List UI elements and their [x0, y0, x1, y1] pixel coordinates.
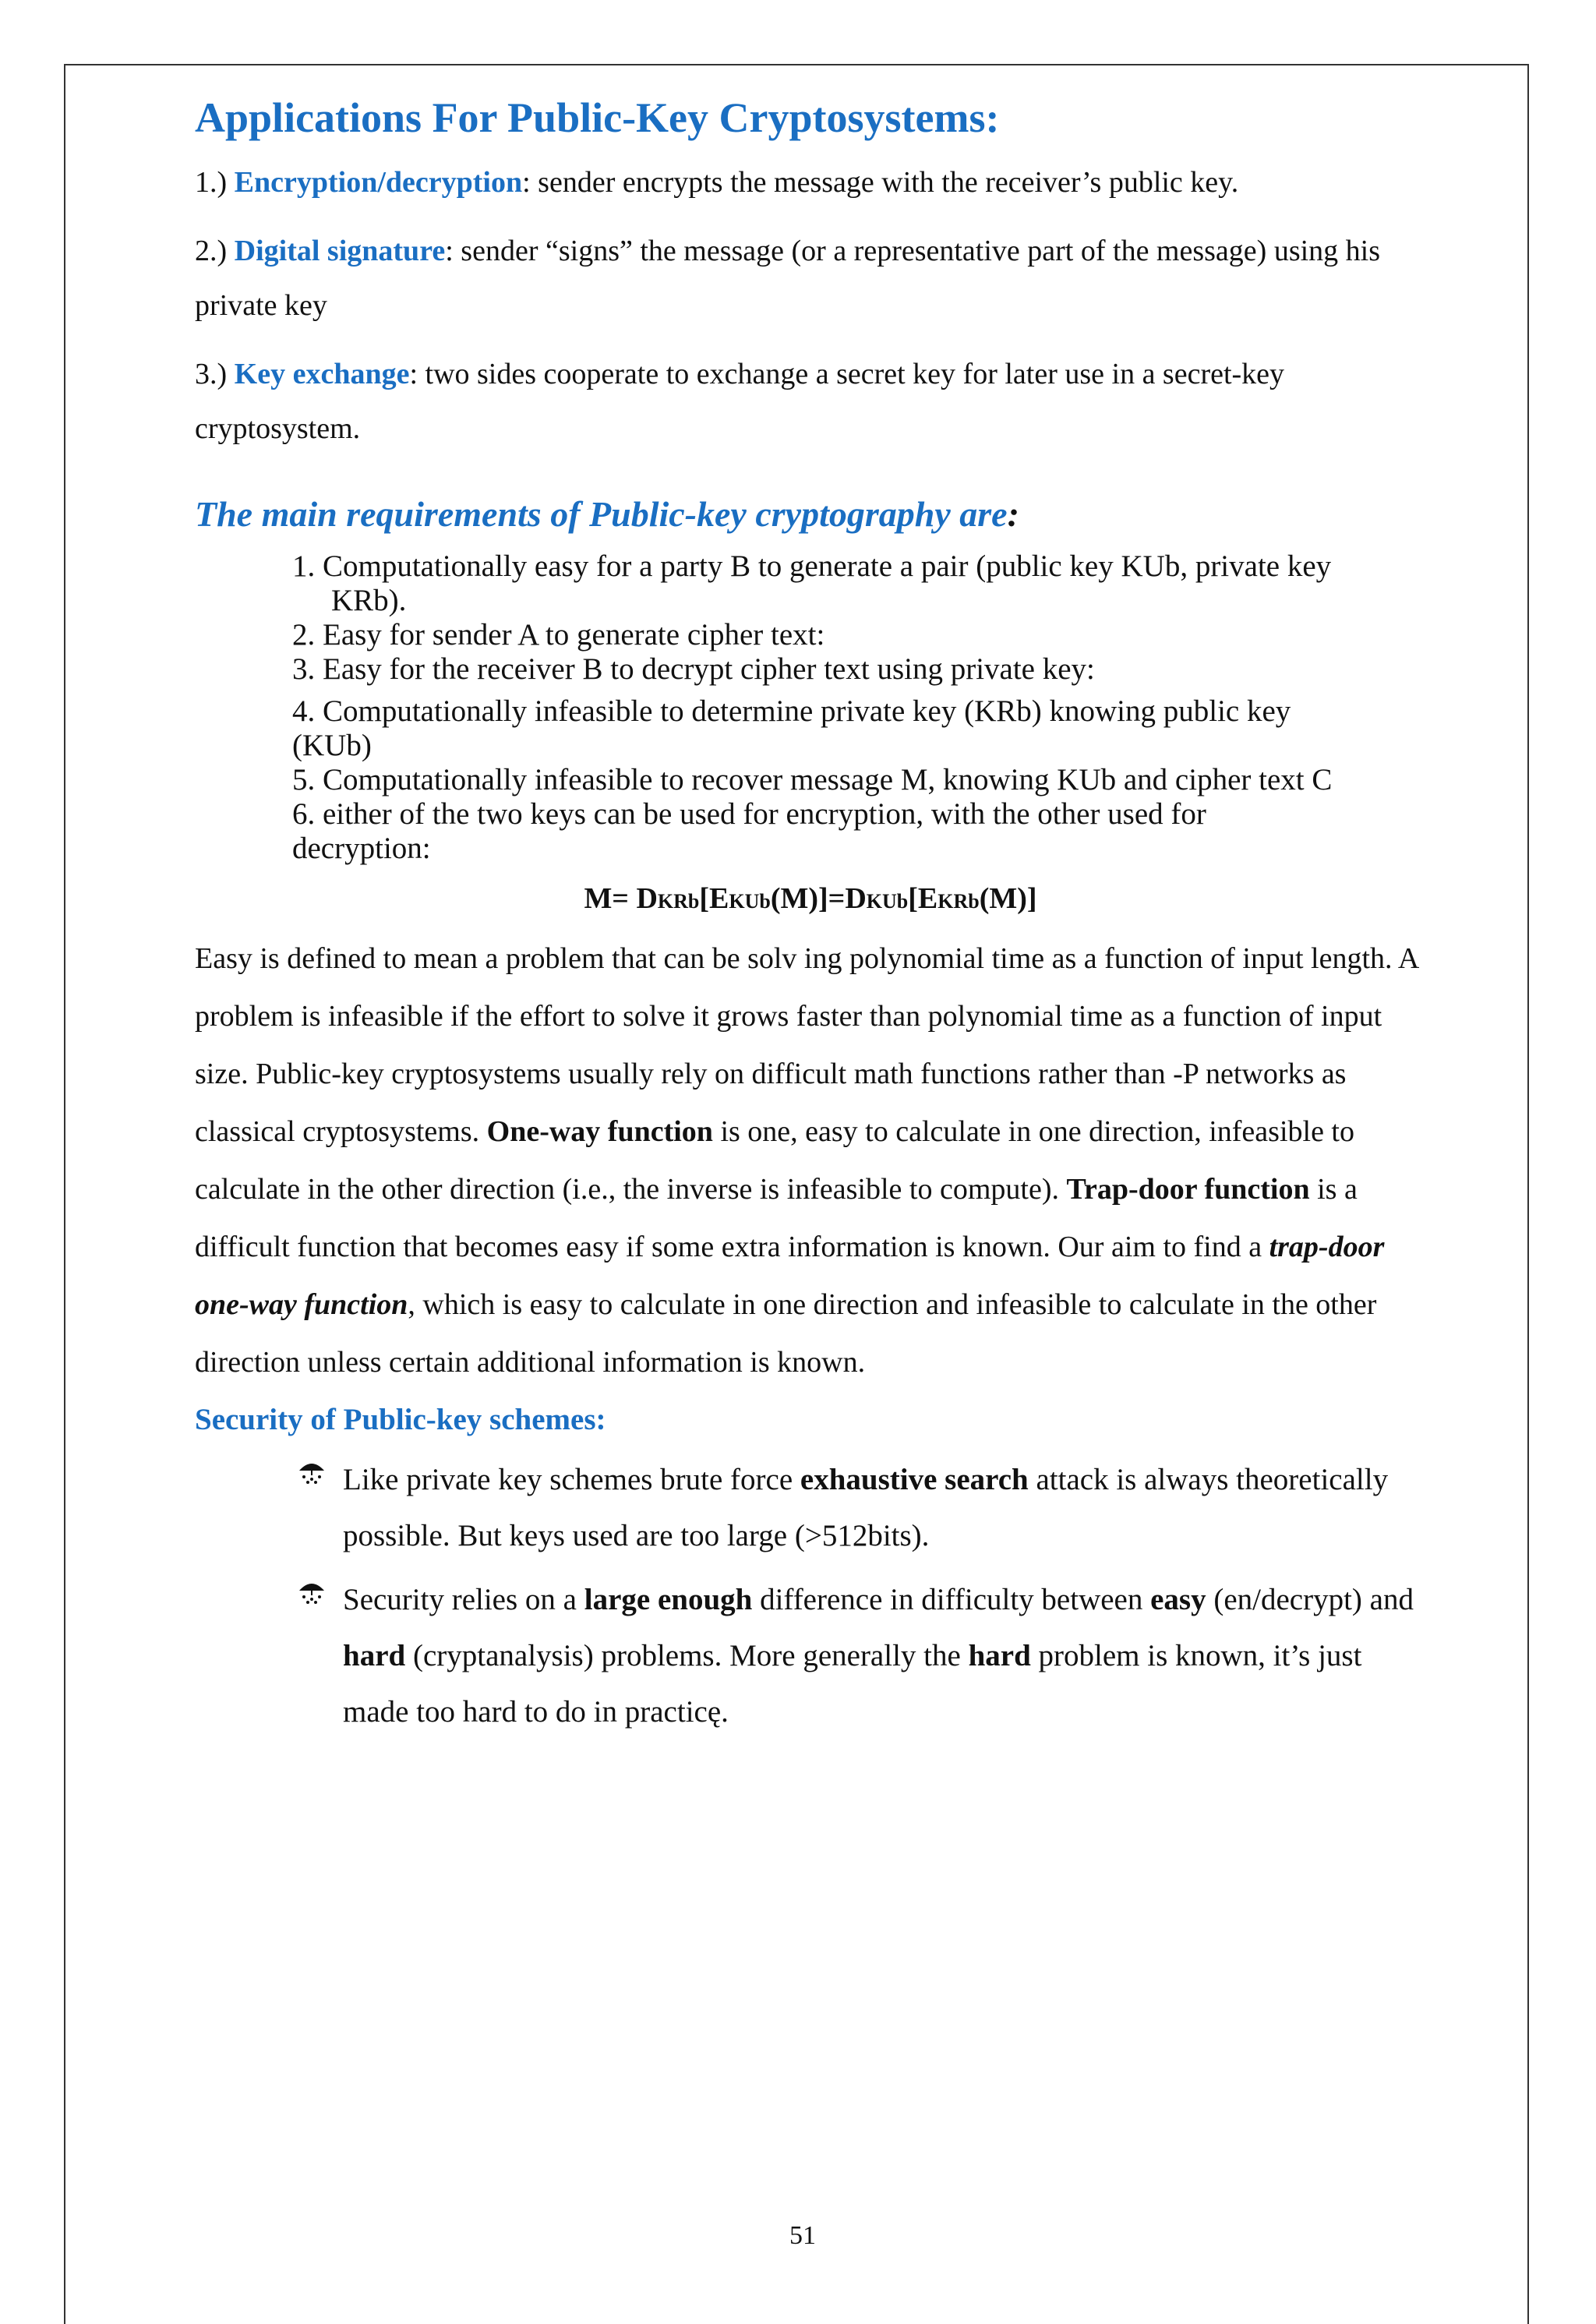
- term-trap-door-function: Trap-door function: [1066, 1173, 1310, 1206]
- security-list: [296, 1452, 1426, 1740]
- application-item-2: 2.) Digital signature: sender “signs” the message (or a representative part of the message) using his private key: [195, 235, 1381, 322]
- term-encryption: Encryption/decryption: [234, 166, 523, 199]
- requirements-heading: The main requirements of Public-key cryptography are:: [195, 494, 1019, 534]
- term-key-exchange: Key exchange: [234, 358, 410, 390]
- page-number: 51: [789, 2221, 816, 2250]
- umbrella-rain-icon: [296, 1577, 327, 1608]
- requirement-1: 1. Computationally easy for a party B to generate a pair (public key KUb, private key: [292, 549, 1332, 583]
- term-exhaustive-search: exhaustive search: [800, 1463, 1029, 1496]
- requirement-5: 5. Computationally infeasible to recover message M, knowing KUb and cipher text C: [292, 763, 1333, 796]
- term-trap-door-one-way: trap-door one-way function: [195, 1231, 1385, 1321]
- requirement-4-cont: (KUb): [292, 729, 372, 762]
- page-title: Applications For Public-Key Cryptosystems:: [195, 94, 1000, 141]
- term-one-way-function: One-way function: [486, 1115, 713, 1148]
- requirement-1-cont: KRb).: [331, 584, 407, 617]
- requirement-3: 3. Easy for the receiver B to decrypt cipher text using private key:: [292, 652, 1095, 686]
- application-item-3: 3.) Key exchange: two sides cooperate to exchange a secret key for later use in a secret-key cryptosystem.: [195, 358, 1285, 445]
- definition-paragraph: Easy is defined to mean a problem that can be solv ing polynomial time as a function of input length. A problem is infeasible if the effort to solve it grows faster than polynomial time as a function of input size. Public-key cryptosystems usually rely on difficult math functions rather than -P networks as classical cryptosystems. One-way function is one, easy to calculate in one direction, infeasible to calculate in the other direction (i.e., the inverse is infeasible to compute). Trap-door function is a difficult function that becomes easy if some extra information is known. Our aim to find a trap-door one-way function, which is easy to calculate in one direction and infeasible to calculate in the other direction unless certain additional information is known.: [195, 942, 1418, 1379]
- document-body: [195, 90, 1426, 1748]
- security-bullet-2: Security relies on a large enough difference in difficulty between easy (en/decrypt) and hard (cryptanalysis) problems. More generally the hard problem is known, it’s just made too hard to do in practicę.: [296, 1572, 1426, 1740]
- requirements-list: [292, 549, 1426, 866]
- security-bullet-1: Like private key schemes brute force exhaustive search attack is always theoretically possible. But keys used are too large (>512bits).: [296, 1452, 1426, 1564]
- term-digital-signature: Digital signature: [234, 235, 446, 267]
- requirement-6-cont: decryption:: [292, 832, 431, 865]
- umbrella-rain-icon: [296, 1457, 327, 1488]
- application-item-1: 1.) Encryption/decryption: sender encrypts the message with the receiver’s public key.: [195, 166, 1239, 199]
- requirement-4: 4. Computationally infeasible to determine private key (KRb) knowing public key: [292, 694, 1291, 728]
- requirement-2: 2. Easy for sender A to generate cipher text:: [292, 618, 825, 652]
- requirement-6: 6. either of the two keys can be used for encryption, with the other used for: [292, 797, 1206, 831]
- security-heading: Security of Public-key schemes:: [195, 1403, 606, 1436]
- key-formula: M= DKRb[EKUb(M)]=DKUb[EKRb(M)]: [584, 882, 1037, 915]
